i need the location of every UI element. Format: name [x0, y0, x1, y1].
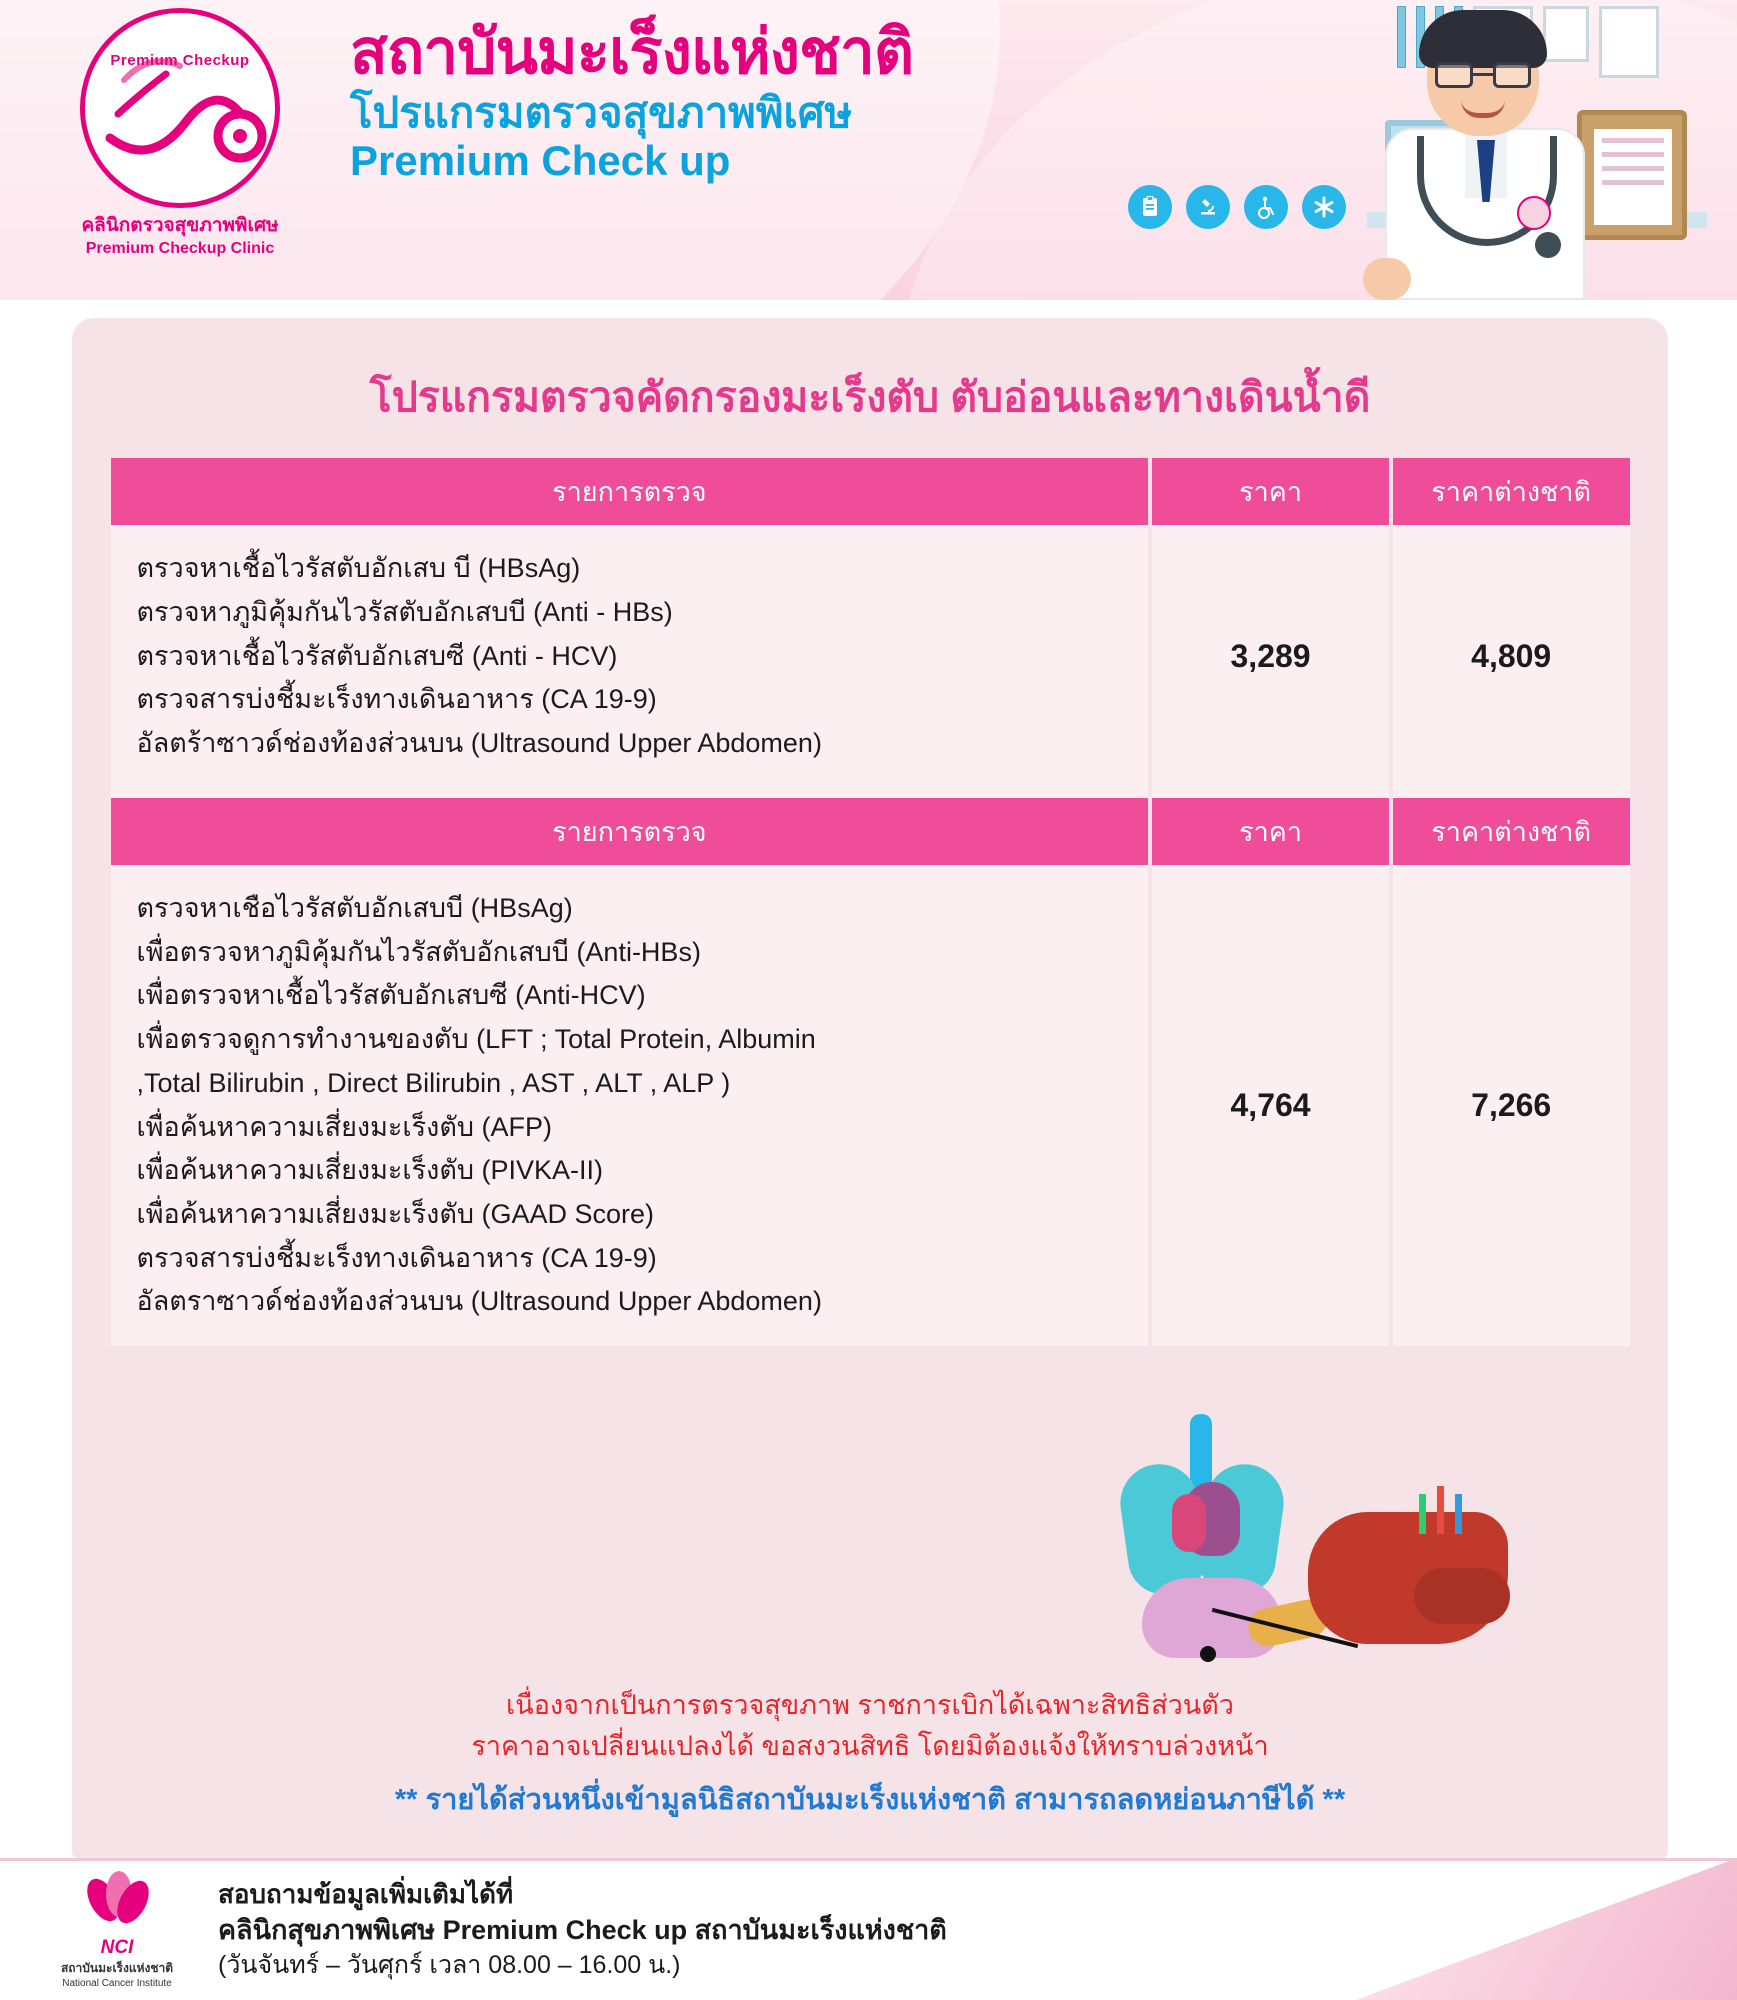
package-1-price-foreign: 4,809 [1393, 525, 1630, 788]
trachea-icon [1190, 1414, 1212, 1490]
nci-logo-en: National Cancer Institute [62, 1978, 172, 1989]
program-card [72, 318, 1668, 1858]
vessel-red-icon [1437, 1486, 1444, 1534]
nci-logo-text: NCI [100, 1937, 134, 1958]
column-header-price-foreign-2: ราคาต่างชาติ [1393, 798, 1630, 865]
logo-caption-en: Premium Checkup Clinic [85, 240, 275, 257]
vessel-green-icon [1419, 1494, 1426, 1534]
contact-line-1: สอบถามข้อมูลเพิ่มเติมได้ที่ [218, 1879, 514, 1909]
heart-chamber-icon [1172, 1494, 1206, 1552]
note-red-line-2: ราคาอาจเปลี่ยนแปลงได้ ขอสงวนสิทธิ โดยมิต้องแจ้งให้ทราบล่วงหน้า [471, 1730, 1269, 1761]
logo-caption-th: คลินิกตรวจสุขภาพพิเศษ [81, 215, 279, 236]
package-2-items-cell [111, 865, 1149, 1346]
liver-lobe-icon [1414, 1568, 1510, 1624]
list-item: อัลตร้าซาวด์ช่องท้องส่วนบน (Ultrasound Upper Abdomen) [136, 728, 822, 759]
nci-logo [42, 1871, 192, 1989]
nci-logo-mark-icon [88, 1871, 146, 1935]
vessel-blue-icon [1455, 1494, 1462, 1534]
list-item: เพื่อตรวจหาเชื้อไวรัสตับอักเสบซี (Anti-HCV) [136, 980, 646, 1011]
page-subtitle-th: โปรแกรมตรวจสุขภาพพิเศษ [350, 89, 853, 137]
list-item: ตรวจสารบ่งชี้มะเร็งทางเดินอาหาร (CA 19-9) [136, 1242, 657, 1273]
list-item: เพื่อค้นหาความเสี่ยงมะเร็งตับ (PIVKA-II) [136, 1155, 604, 1186]
clinic-logo [40, 8, 320, 258]
list-item: อัลตราซาวด์ช่องท้องส่วนบน (Ultrasound Upper Abdomen) [136, 1286, 822, 1317]
logo-badge-text: Premium Checkup [110, 52, 250, 69]
page-footer [0, 1858, 1737, 2000]
organs-illustration [1098, 1408, 1518, 1708]
list-item: ,Total Bilirubin , Direct Bilirubin , AST , ALT , ALP ) [136, 1067, 731, 1098]
note-red-line-1: เนื่องจากเป็นการตรวจสุขภาพ ราชการเบิกได้เฉพาะสิทธิส่วนตัว [506, 1690, 1234, 1720]
table-row [111, 525, 1630, 788]
list-item: เพื่อค้นหาความเสี่ยงมะเร็งตับ (GAAD Score) [136, 1199, 655, 1229]
doctor-hand [1363, 258, 1411, 300]
list-item: ตรวจหาเชื้อไวรัสตับอักเสบ บี (HBsAg) [136, 553, 581, 584]
package-1-price: 3,289 [1152, 525, 1389, 788]
column-header-price-foreign: ราคาต่างชาติ [1393, 458, 1630, 525]
list-item: เพื่อตรวจหาภูมิคุ้มกันไวรัสตับอักเสบบี (Anti-HBs) [136, 936, 701, 967]
column-header-price: ราคา [1152, 458, 1389, 525]
list-item: ตรวจสารบ่งชี้มะเร็งทางเดินอาหาร (CA 19-9) [136, 684, 657, 715]
package-2-price: 4,764 [1152, 865, 1389, 1346]
list-item: ตรวจหาภูมิคุ้มกันไวรัสตับอักเสบบี (Anti - HBs) [136, 596, 673, 627]
column-header-items: รายการตรวจ [111, 458, 1149, 525]
footer-decoration [1177, 1858, 1737, 2000]
lung-right-icon [1193, 1459, 1288, 1599]
program-title: โปรแกรมตรวจคัดกรองมะเร็งตับ ตับอ่อนและทางเดินน้ำดี [369, 374, 1371, 420]
logo-circle [80, 8, 280, 208]
page-header [0, 0, 1737, 300]
stethoscope-bell-icon [1535, 232, 1561, 258]
nci-logo-th: สถาบันมะเร็งแห่งชาติ [60, 1961, 174, 1975]
premium-checkup-swirl-icon [90, 18, 270, 198]
doctor-hair [1419, 10, 1547, 68]
contact-line-2: คลินิกสุขภาพพิเศษ Premium Check up สถาบันมะเร็งแห่งชาติ [218, 1915, 947, 1946]
list-item: เพื่อตรวจดูการทำงานของตับ (LFT ; Total Protein, Albumin [136, 1024, 816, 1055]
clipboard-decoration [1577, 110, 1687, 240]
table-header-row-1 [111, 458, 1630, 525]
glasses-icon [1435, 62, 1531, 88]
doctor-illustration [1117, 0, 1717, 300]
heart-icon [1184, 1482, 1240, 1556]
stomach-icon [1142, 1578, 1282, 1658]
pointer-dot [1200, 1646, 1216, 1662]
package-1-items-cell [111, 525, 1149, 788]
pointer-line [1212, 1608, 1359, 1648]
doctor-badge [1517, 196, 1551, 230]
contact-line-3: (วันจันทร์ – วันศุกร์ เวลา 08.00 – 16.00 น.) [218, 1950, 681, 1979]
package-2-price-foreign: 7,266 [1393, 865, 1630, 1346]
list-item: เพื่อค้นหาความเสี่ยงมะเร็งตับ (AFP) [136, 1111, 552, 1142]
page-title: สถาบันมะเร็งแห่งชาติ [350, 18, 914, 87]
list-item: ตรวจหาเชือไวรัสตับอักเสบบี (HBsAg) [136, 892, 573, 923]
table-row [111, 865, 1630, 1346]
list-item: ตรวจหาเชื้อไวรัสตับอักเสบซี (Anti - HCV) [136, 640, 618, 671]
pancreas-icon [1245, 1596, 1331, 1650]
table-spacer [111, 788, 1630, 798]
notes-block [72, 1685, 1668, 1822]
contact-info [218, 1877, 947, 1982]
pricing-table [107, 458, 1634, 1346]
column-header-items-2: รายการตรวจ [111, 798, 1149, 865]
lung-left-icon [1115, 1459, 1210, 1599]
column-header-price-2: ราคา [1152, 798, 1389, 865]
table-header-row-2 [111, 798, 1630, 865]
page-subtitle-en: Premium Check up [350, 137, 731, 185]
note-blue-line: ** รายได้ส่วนหนึ่งเข้ามูลนิธิสถาบันมะเร็งแห่งชาติ สามารถลดหย่อนภาษีได้ ** [394, 1784, 1346, 1816]
liver-icon [1308, 1512, 1508, 1644]
